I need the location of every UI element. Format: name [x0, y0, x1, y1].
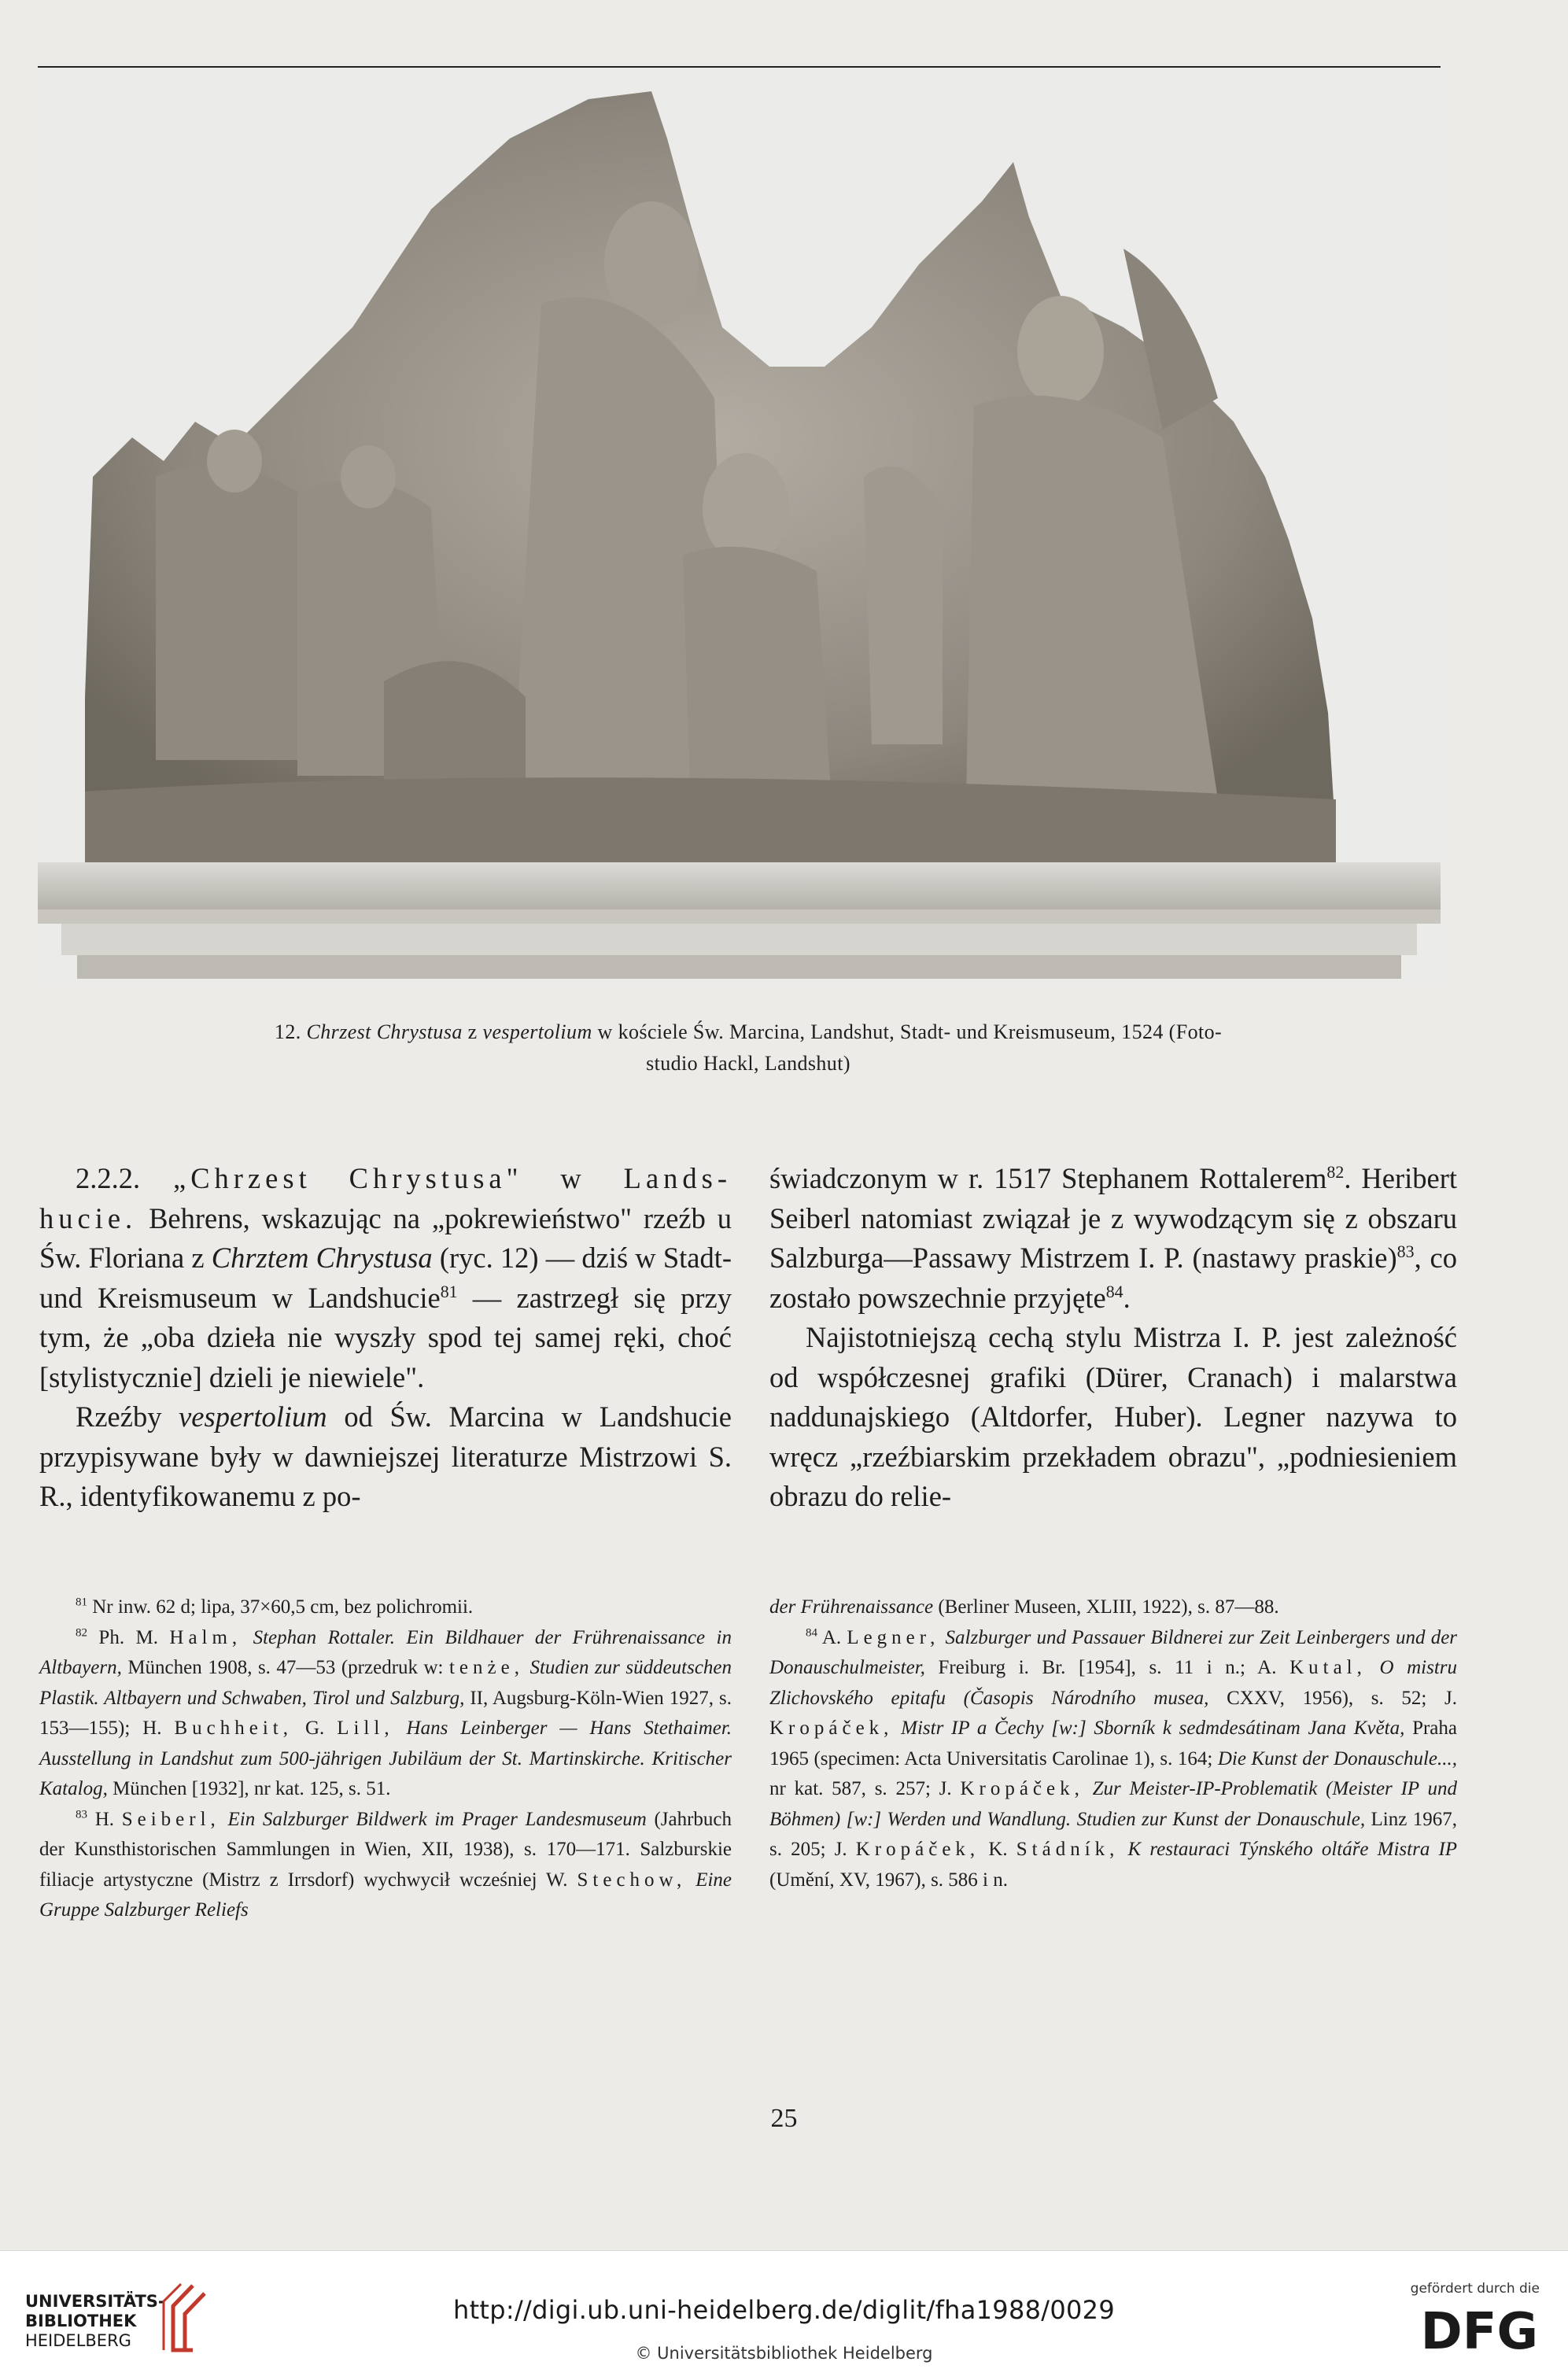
body-column-left	[39, 1159, 732, 1517]
relief-photograph	[38, 66, 1441, 984]
footnote-83: $^{83}$ H. Seiberl, Ein Salzburger Bildwerk im Prager Landesmuseum (Jahrbuch der Kunsthistorischen Sammlungen in Wien, XII, 1938), s. 170—171. Salzburskie filiacje artystyczne (Mistrz z Irrsdorf) wychwycił wcześniej W. Stechow, Eine Gruppe Salzburger Reliefs	[39, 1808, 732, 1921]
section-paragraph-3: świadczonym w r. 1517 Stephanem Rottalerem$^{82}$. Heribert Seiberl natomiast związał je z wywodzącym się z obszaru Salzburga—Passawy Mistrzem I. P. (nastawy praskie)$^{83}$, co zostało powszechnie przyjęte$^{84}$.	[769, 1161, 1457, 1314]
page-number: 25	[770, 2104, 798, 2133]
dfg-logo[interactable]	[1414, 2301, 1540, 2355]
section-paragraph-1: 2.2.2. „Chrzest Chrystusa" w Lands- hucie. Behrens, wskazując na „pokrewieństwo" rzeźb u Św. Floriana z Chrztem Chrystusa (ryc. 12) — dziś w Stadt- und Kreismuseum w Landshucie$^{81}$ — zastrzegł się przy tym, że „oba dzieła nie wyszły spod tej samej ręki, choć [stylistycznie] dzieli je niewiele".	[39, 1162, 732, 1393]
funder-label: gefördert durch die	[1410, 2281, 1540, 2297]
permalink-url[interactable]: http://digi.ub.uni-heidelberg.de/diglit/fha1988/0029	[452, 2295, 1116, 2325]
caption-title: Chrzest Chrystusa	[306, 1020, 463, 1043]
section-paragraph-4: Najistotniejszą cechą stylu Mistrza I. P. jest zależność od współczesnej grafiki (Dürer, Cranach) i malarstwa naddunajskiego (Altdorfer, Huber). Legner nazywa to wręcz „rzeźbiarskim przekładem obrazu", „podniesieniem obrazu do relie-	[769, 1321, 1457, 1512]
caption-rest: w kościele Św. Marcina, Landshut, Stadt- und Kreismuseum, 1524 (Foto-	[597, 1020, 1223, 1043]
relief-image	[38, 68, 1441, 984]
section-heading-end: hucie.	[39, 1201, 138, 1234]
footnote-83-continued: der Frührenaissance (Berliner Museen, XLIII, 1922), s. 87—88.	[769, 1596, 1279, 1618]
dfg-logo-text: DFG	[1420, 2303, 1538, 2355]
footnote-ref-83: 83	[1396, 1241, 1415, 1261]
caption-line2: studio Hackl, Landshut)	[646, 1052, 850, 1075]
viewer-footer	[0, 2250, 1568, 2380]
footnote-ref-84: 84	[1105, 1281, 1123, 1301]
body-column-right	[769, 1159, 1457, 1517]
footnote-ref-81: 81	[440, 1281, 458, 1301]
footnotes-right	[769, 1592, 1457, 1895]
figure-caption	[36, 1017, 1460, 1079]
section-paragraph-2: Rzeźby vespertolium od Św. Marcina w Landshucie przypisywane były w dawniejszej literaturze Mistrzowi S. R., identyfikowanemu z po-	[39, 1400, 732, 1512]
footnote-84: $^{84}$ A. Legner, Salzburger und Passauer Bildnerei zur Zeit Leinbergers und der Donauschulmeister, Freiburg i. Br. [1954], s. 11 i n.; A. Kutal, O mistru Zlichovského epitafu (Časopis Národního musea, CXXV, 1956), s. 52; J. Kropáček, Mistr IP a Čechy [w:] Sborník k sedmdesátinam Jana Květa, Praha 1965 (specimen: Acta Universitatis Carolinae 1), s. 164; Die Kunst der Donauschule..., nr kat. 587, s. 257; J. Kropáček, Zur Meister-IP-Problematik (Meister IP und Böhmen) [w:] Werden und Wandlung. Studien zur Kunst der Donauschule, Linz 1967, s. 205; J. Kropáček, K. Stádník, K restauraci Týnského oltáře Mistra IP (Umění, XV, 1967), s. 586 i n.	[769, 1626, 1458, 1891]
caption-connector: z	[467, 1020, 478, 1043]
footnote-81: $^{81}$ Nr inw. 62 d; lipa, 37×60,5 cm, bez polichromii.	[76, 1596, 474, 1618]
library-name[interactable]: UNIVERSITÄTS- BIBLIOTHEK HEIDELBERG	[25, 2292, 165, 2350]
section-number: 2.2.2.	[76, 1162, 141, 1194]
section-heading: „Chrzest Chrystusa" w Lands-	[173, 1162, 732, 1194]
footnote-82: $^{82}$ Ph. M. Halm, Stephan Rottaler. Ein Bildhauer der Frührenaissance in Altbayern, München 1908, s. 47—53 (przedruk w: tenże, Studien zur süddeutschen Plastik. Altbayern und Schwaben, Tirol und Salzburg, II, Augsburg-Köln-Wien 1927, s. 153—155); H. Buchheit, G. Lill, Hans Leinberger — Hans Stethaimer. Ausstellung in Landshut zum 500-jährigen Jubiläum der St. Martinskirche. Kritischer Katalog, München [1932], nr kat. 125, s. 51.	[39, 1626, 732, 1799]
footnotes-left	[39, 1592, 732, 1926]
caption-number: 12.	[274, 1020, 301, 1043]
footnote-ref-82: 82	[1326, 1161, 1345, 1182]
copyright-notice: © Universitätsbibliothek Heidelberg	[635, 2344, 933, 2363]
caption-source: vespertolium	[482, 1020, 592, 1043]
